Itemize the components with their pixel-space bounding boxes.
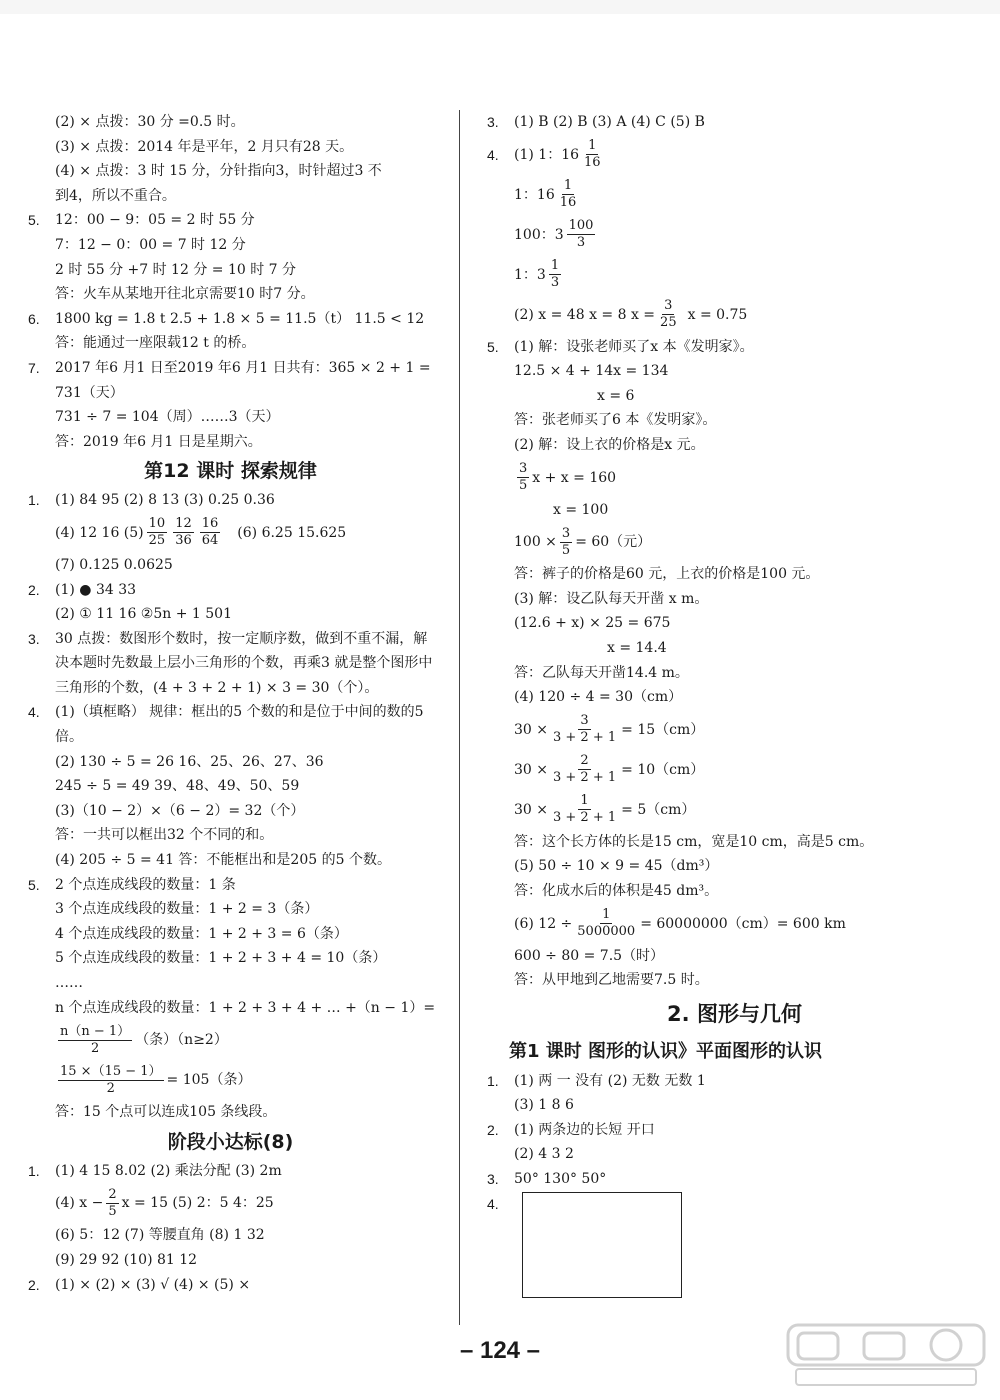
answer-text: (2) x = 48 x = 8 x = — [514, 306, 656, 323]
fraction: $\frac{1}{3 + 2 + 1}$ — [553, 793, 617, 826]
answer-line: 答：裤子的价格是60 元，上衣的价格是100 元。 — [514, 566, 820, 583]
answer-line — [487, 904, 982, 944]
question-number: 2. — [28, 581, 40, 598]
answer-line: (9) 29 92 (10) 81 12 — [55, 1251, 198, 1268]
fraction: $\frac{1}{5000000}$ — [577, 907, 636, 939]
question-5 — [28, 873, 433, 898]
right-column — [487, 110, 982, 1302]
question-4 — [28, 700, 433, 749]
question-5 — [28, 208, 433, 233]
answer-text: (1) ● 34 33 — [55, 581, 137, 598]
fraction: $\frac{100}{3}$ — [568, 218, 594, 251]
answer-line: 7：12 − 0：00 = 7 时 12 分 — [55, 236, 246, 253]
answer-line: 600 ÷ 80 = 7.5（时） — [514, 947, 665, 964]
answer-line: 答：化成水后的体积是45 dm³。 — [514, 882, 719, 899]
question-2 — [28, 1273, 433, 1298]
fraction: $\frac{2}{5}$ — [108, 1186, 117, 1219]
answer-text: (1) 1：16 — [514, 146, 580, 163]
question-5 — [487, 335, 982, 360]
fraction: $\frac{n(n - 1)}{2}$ — [60, 1023, 131, 1056]
answer-text: = 10（cm） — [621, 761, 705, 778]
answer-text: (1) 两 一 没有 (2) 无数 无数 1 — [514, 1072, 706, 1089]
answer-line — [487, 710, 982, 750]
answer-line — [487, 295, 982, 335]
answer-line: (6) 5：12 (7) 等腰直角 (8) 1 32 — [55, 1227, 265, 1244]
page-number: – 124 – — [459, 1337, 541, 1364]
answer-text: (6) 12 ÷ — [514, 915, 573, 932]
answer-text: (4) 12 16 (5) — [55, 524, 144, 541]
answer-line — [487, 750, 982, 790]
fraction: $\frac{10}{25}$ — [148, 516, 166, 549]
question-2 — [28, 578, 433, 603]
answer-line: 答：乙队每天开凿14.4 m。 — [514, 664, 689, 681]
page-top-band — [0, 0, 1000, 14]
question-number: 4. — [28, 704, 40, 721]
answer-text: (6) 6.25 15.625 — [237, 524, 347, 541]
rectangle-figure — [522, 1192, 682, 1298]
section-heading-stage-test: 阶段小达标(8) — [167, 1130, 294, 1153]
answer-line — [487, 458, 982, 498]
answer-line: (2) 解：设上衣的价格是x 元。 — [514, 436, 705, 453]
answer-text: 30 × — [514, 721, 548, 738]
answer-text: 2017 年6 月1 日至2019 年6 月1 日共有：365 × 2 + 1 = — [55, 359, 431, 376]
fraction: $\frac{16}{64}$ — [201, 516, 219, 549]
fraction: $\frac{3}{3 + 2 + 1}$ — [553, 713, 617, 746]
answer-line: 答：15 个点可以连成105 条线段。 — [55, 1104, 277, 1121]
answer-text: (4) x − — [55, 1195, 104, 1212]
answer-line: (2) 4 3 2 — [514, 1146, 574, 1163]
answer-text: （条）（n≥2） — [135, 1032, 228, 1049]
answer-text: (1) 解：设张老师买了x 本《发明家》。 — [514, 338, 754, 355]
answer-line: n 个点连成线段的数量：1 + 2 + 3 + 4 + … +（n − 1）= — [55, 999, 436, 1016]
fraction: $\frac{3}{5}$ — [519, 461, 528, 494]
answer-line — [28, 1060, 433, 1100]
question-number: 2. — [487, 1121, 499, 1138]
column-divider — [459, 110, 460, 1325]
fraction: $\frac{2}{3 + 2 + 1}$ — [553, 753, 617, 786]
answer-text: 100：3 — [514, 226, 564, 243]
answer-line: 731 ÷ 7 = 104（周）……3（天） — [55, 409, 280, 426]
answer-line: (4) 205 ÷ 5 = 41 答：不能框出和是205 的5 个数。 — [55, 852, 391, 869]
question-number: 3. — [28, 630, 40, 647]
question-number: 6. — [28, 310, 40, 327]
question-3 — [487, 1167, 982, 1192]
question-number: 5. — [28, 212, 40, 229]
answer-line: 答：张老师买了6 本《发明家》。 — [514, 412, 717, 429]
answer-line: (5) 50 ÷ 10 × 9 = 45（dm³） — [514, 858, 719, 875]
answer-line: (2) ① 11 16 ②5n + 1 501 — [55, 606, 232, 623]
fraction: $\frac{3}{25}$ — [660, 298, 677, 331]
answer-line: 3 个点连成线段的数量：1 + 2 = 3（条） — [55, 901, 319, 918]
question-2 — [487, 1118, 982, 1143]
answer-line: (3)（10 − 2）×（6 − 2）= 32（个） — [55, 802, 305, 819]
answer-line — [487, 215, 982, 255]
answer-line: …… — [55, 975, 83, 991]
answer-line: 4 个点连成线段的数量：1 + 2 + 3 = 6（条） — [55, 925, 348, 942]
section-heading-lesson-1: 第1 课时 图形的认识》平面图形的认识 — [509, 1040, 823, 1062]
answer-line — [28, 513, 433, 553]
question-number: 4. — [487, 1195, 499, 1212]
answer-text: = 60（元） — [575, 534, 652, 551]
question-number: 1. — [487, 1072, 499, 1089]
answer-text: (1)（填框略） 规律：框出的5 个数的和是位于中间的数的5 倍。 — [55, 704, 424, 746]
question-number: 5. — [487, 338, 499, 355]
question-number: 2. — [28, 1276, 40, 1293]
answer-line: 到4，所以不重合。 — [55, 187, 176, 204]
fraction: $\frac{15 \times(15 - 1)}{2}$ — [60, 1063, 162, 1096]
answer-line: x = 100 — [553, 501, 609, 518]
answer-text: 1：16 — [514, 186, 555, 203]
answer-line: 245 ÷ 5 = 49 39、48、49、50、59 — [55, 778, 300, 795]
answer-line — [487, 255, 982, 295]
answer-text: 30 × — [514, 801, 548, 818]
question-4 — [487, 1192, 982, 1302]
question-1 — [28, 488, 433, 513]
question-number: 3. — [487, 1171, 499, 1188]
answer-line: (2) × 点拨：30 分 =0.5 时。 — [55, 114, 245, 130]
answer-line: (3) 解：设乙队每天开凿 x m。 — [514, 590, 709, 607]
answer-line: 答：从甲地到乙地需要7.5 时。 — [514, 972, 709, 989]
answer-text: = 5（cm） — [621, 801, 696, 818]
answer-text: 1：3 — [514, 266, 546, 283]
question-3 — [487, 110, 982, 135]
question-number: 7. — [28, 359, 40, 376]
question-number: 5. — [28, 876, 40, 893]
answer-line: (7) 0.125 0.0625 — [55, 556, 173, 573]
answer-text: 100 × — [514, 534, 557, 551]
fraction: $\frac{12}{36}$ — [175, 516, 192, 549]
answer-text: 12：00 − 9：05 = 2 时 55 分 — [55, 212, 255, 229]
answer-text: (1) 4 15 8.02 (2) 乘法分配 (3) 2m — [55, 1162, 282, 1179]
question-7 — [28, 356, 433, 381]
question-number: 3. — [487, 114, 499, 130]
question-3 — [28, 627, 433, 701]
fraction: $\frac{1}{3}$ — [550, 258, 560, 291]
answer-text: (1) B (2) B (3) A (4) C (5) B — [514, 114, 705, 130]
answer-text: 30 点拨：数图形个数时，按一定顺序数，做到不重不漏，解决本题时先数最上层小三角形的个数，再乘3 就是整个图形中三角形的个数，(4 + 3 + 2 + 1) × 3 = 30（个）。 — [55, 630, 433, 696]
answer-line: (3) 1 8 6 — [514, 1097, 574, 1114]
answer-line — [487, 175, 982, 215]
answer-line — [28, 1020, 433, 1060]
answer-line: (2) 130 ÷ 5 = 26 16、25、26、27、36 — [55, 753, 324, 770]
question-6 — [28, 307, 433, 332]
answer-text: 2 个点连成线段的数量：1 条 — [55, 876, 236, 893]
question-number: 1. — [28, 492, 40, 509]
watermark-logo — [786, 1323, 986, 1389]
answer-line: 2 时 55 分 +7 时 12 分 = 10 时 7 分 — [55, 261, 297, 278]
answer-line: x = 6 — [597, 387, 635, 404]
question-number: 4. — [487, 146, 499, 163]
answer-line: 答：能通过一座限载12 t 的桥。 — [55, 335, 256, 352]
fraction: $\frac{1}{16}$ — [559, 178, 577, 211]
left-column — [28, 110, 436, 1297]
answer-line: (4) × 点拨：3 时 15 分，分针指向3，时针超过3 不 — [55, 163, 382, 180]
answer-line: x = 14.4 — [607, 639, 667, 656]
answer-text: 30 × — [514, 761, 548, 778]
answer-line: 答：2019 年6 月1 日是星期六。 — [55, 433, 262, 450]
answer-text: x = 0.75 — [687, 306, 748, 323]
answer-text: x = 15 (5) 2：5 4：25 — [121, 1195, 274, 1212]
answer-text: (1) 84 95 (2) 8 13 (3) 0.25 0.36 — [55, 492, 275, 509]
answer-text: = 60000000（cm）= 600 km — [640, 915, 846, 932]
answer-line: 731（天） — [55, 384, 124, 401]
question-1 — [28, 1159, 433, 1184]
answer-text: = 15（cm） — [621, 721, 705, 738]
question-1 — [487, 1069, 982, 1094]
answer-line — [487, 790, 982, 830]
answer-line: (12.6 + x) × 25 = 675 — [514, 615, 671, 632]
question-4 — [487, 135, 982, 175]
answer-line: 5 个点连成线段的数量：1 + 2 + 3 + 4 = 10（条） — [55, 950, 387, 967]
chapter-heading: 2. 图形与几何 — [667, 1001, 802, 1026]
answer-text: 1800 kg = 1.8 t 2.5 + 1.8 × 5 = 11.5（t） 11.5 < 12 — [55, 310, 425, 327]
answer-text: = 105（条） — [166, 1072, 252, 1089]
answer-text: (1) × (2) × (3) √ (4) × (5) × — [55, 1276, 251, 1293]
section-heading-lesson-12: 第12 课时 探索规律 — [144, 460, 317, 483]
answer-line: 答：一共可以框出32 个不同的和。 — [55, 827, 274, 844]
answer-line: 答：这个长方体的长是15 cm，宽是10 cm，高是5 cm。 — [514, 833, 874, 850]
fraction: $\frac{1}{16}$ — [584, 138, 601, 171]
fraction: $\frac{3}{5}$ — [561, 525, 571, 558]
question-number: 1. — [28, 1162, 40, 1179]
answer-text: (1) 两条边的长短 开口 — [514, 1121, 655, 1138]
answer-line: (4) 120 ÷ 4 = 30（cm） — [514, 689, 683, 706]
answer-line — [487, 522, 982, 562]
answer-line: 12.5 × 4 + 14x = 134 — [514, 363, 669, 380]
answer-line: 答：火车从某地开往北京需要10 时7 分。 — [55, 286, 315, 303]
answer-line: (3) × 点拨：2014 年是平年，2 月只有28 天。 — [55, 138, 354, 155]
answer-text: x + x = 160 — [532, 469, 617, 486]
answer-text: 50° 130° 50° — [514, 1171, 607, 1188]
answer-line — [28, 1183, 433, 1223]
